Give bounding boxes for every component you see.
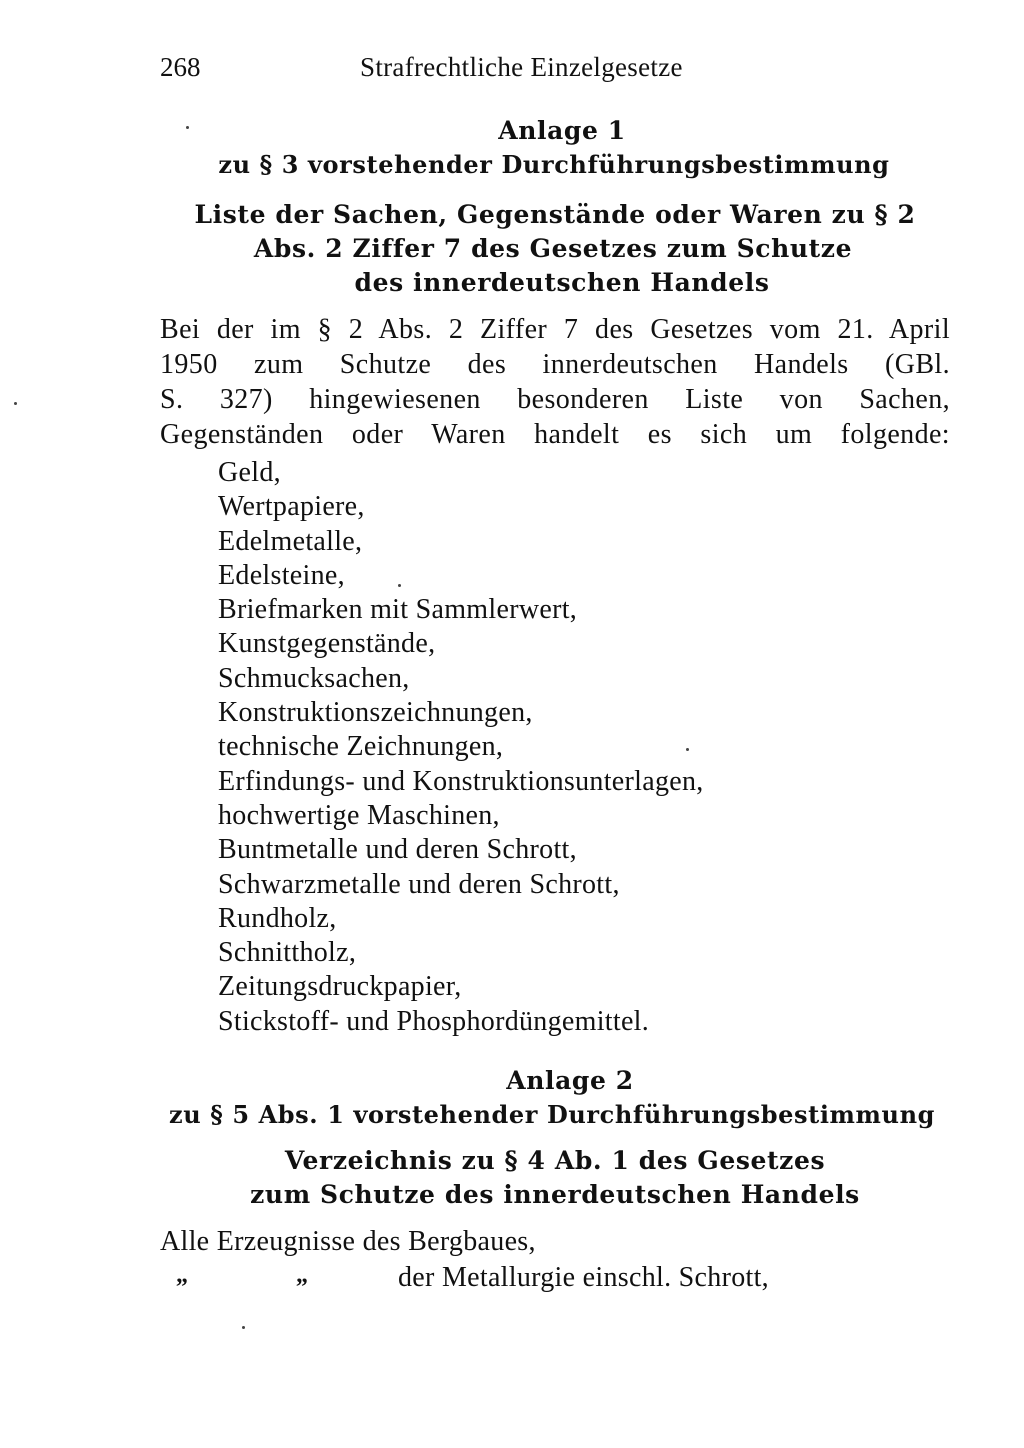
scan-speck (398, 584, 401, 587)
list-item: Wertpapiere, (218, 491, 365, 523)
annex2-subtitle: zu § 5 Abs. 1 vorstehender Durchführungsbestimmung (168, 1100, 936, 1129)
annex2-heading-line-1: Verzeichnis zu § 4 Ab. 1 des Gesetzes (284, 1146, 826, 1175)
list-item: Geld, (218, 457, 281, 488)
list-item: Zeitungsdruckpapier, (218, 971, 462, 1003)
list-item: Buntmetalle und deren Schrott, (218, 834, 577, 866)
annex1-subtitle: zu § 3 vorstehender Durchführungsbestimmung (218, 150, 890, 179)
list-item: Stickstoff- und Phosphordüngemittel. (218, 1005, 650, 1037)
list-item: Rundholz, (218, 902, 337, 934)
running-title: Strafrechtliche Einzelgesetze (360, 52, 683, 82)
paragraph-line: Bei der im § 2 Abs. 2 Ziffer 7 des Gesetzes vom 21. April (160, 314, 950, 345)
annex1-heading-line-1: Liste der Sachen, Gegenstände oder Waren zu § 2 (194, 200, 916, 229)
running-head (160, 52, 920, 88)
annex1-heading-line-3: des innerdeutschen Handels (354, 268, 770, 297)
annex2-heading-line-2: zum Schutze des innerdeutschen Handels (250, 1180, 860, 1209)
annex2-line-2: der Metallurgie einschl. Schrott, (398, 1262, 769, 1293)
ditto-mark: „ (296, 1262, 308, 1288)
scan-speck (242, 1326, 245, 1329)
annex1-heading-line-2: Abs. 2 Ziffer 7 des Gesetzes zum Schutze (253, 234, 853, 263)
scan-speck (186, 126, 189, 129)
page-number: 268 (160, 52, 201, 82)
list-item: Schmucksachen, (218, 662, 410, 694)
paragraph-line: S. 327) hingewiesenen besonderen Liste von Sachen, (160, 384, 950, 415)
scan-speck (14, 402, 17, 405)
list-item: Kunstgegenstände, (218, 628, 436, 660)
annex1-title: Anlage 1 (498, 116, 626, 145)
goods-list (218, 456, 704, 1039)
list-item: Briefmarken mit Sammlerwert, (218, 594, 578, 626)
annex2-title: Anlage 2 (506, 1066, 634, 1095)
ditto-mark: „ (176, 1262, 188, 1288)
annex1-paragraph (160, 312, 950, 452)
list-item: Edelsteine, (218, 559, 345, 591)
list-item: Schnittholz, (218, 937, 357, 969)
annex2-line-1: Alle Erzeugnisse des Bergbaues, (160, 1226, 536, 1257)
scan-speck (686, 748, 689, 751)
list-item: hochwertige Maschinen, (218, 799, 500, 831)
list-item: technische Zeichnungen, (218, 731, 504, 763)
list-item: Erfindungs- und Konstruktionsunterlagen, (218, 765, 704, 797)
paragraph-line: Gegenständen oder Waren handelt es sich um folgende: (160, 419, 950, 450)
list-item: Konstruktionszeichnungen, (218, 697, 533, 729)
paragraph-line: 1950 zum Schutze des innerdeutschen Handels (GBl. (160, 349, 950, 380)
list-item: Schwarzmetalle und deren Schrott, (218, 868, 620, 900)
list-item: Edelmetalle, (218, 525, 363, 557)
